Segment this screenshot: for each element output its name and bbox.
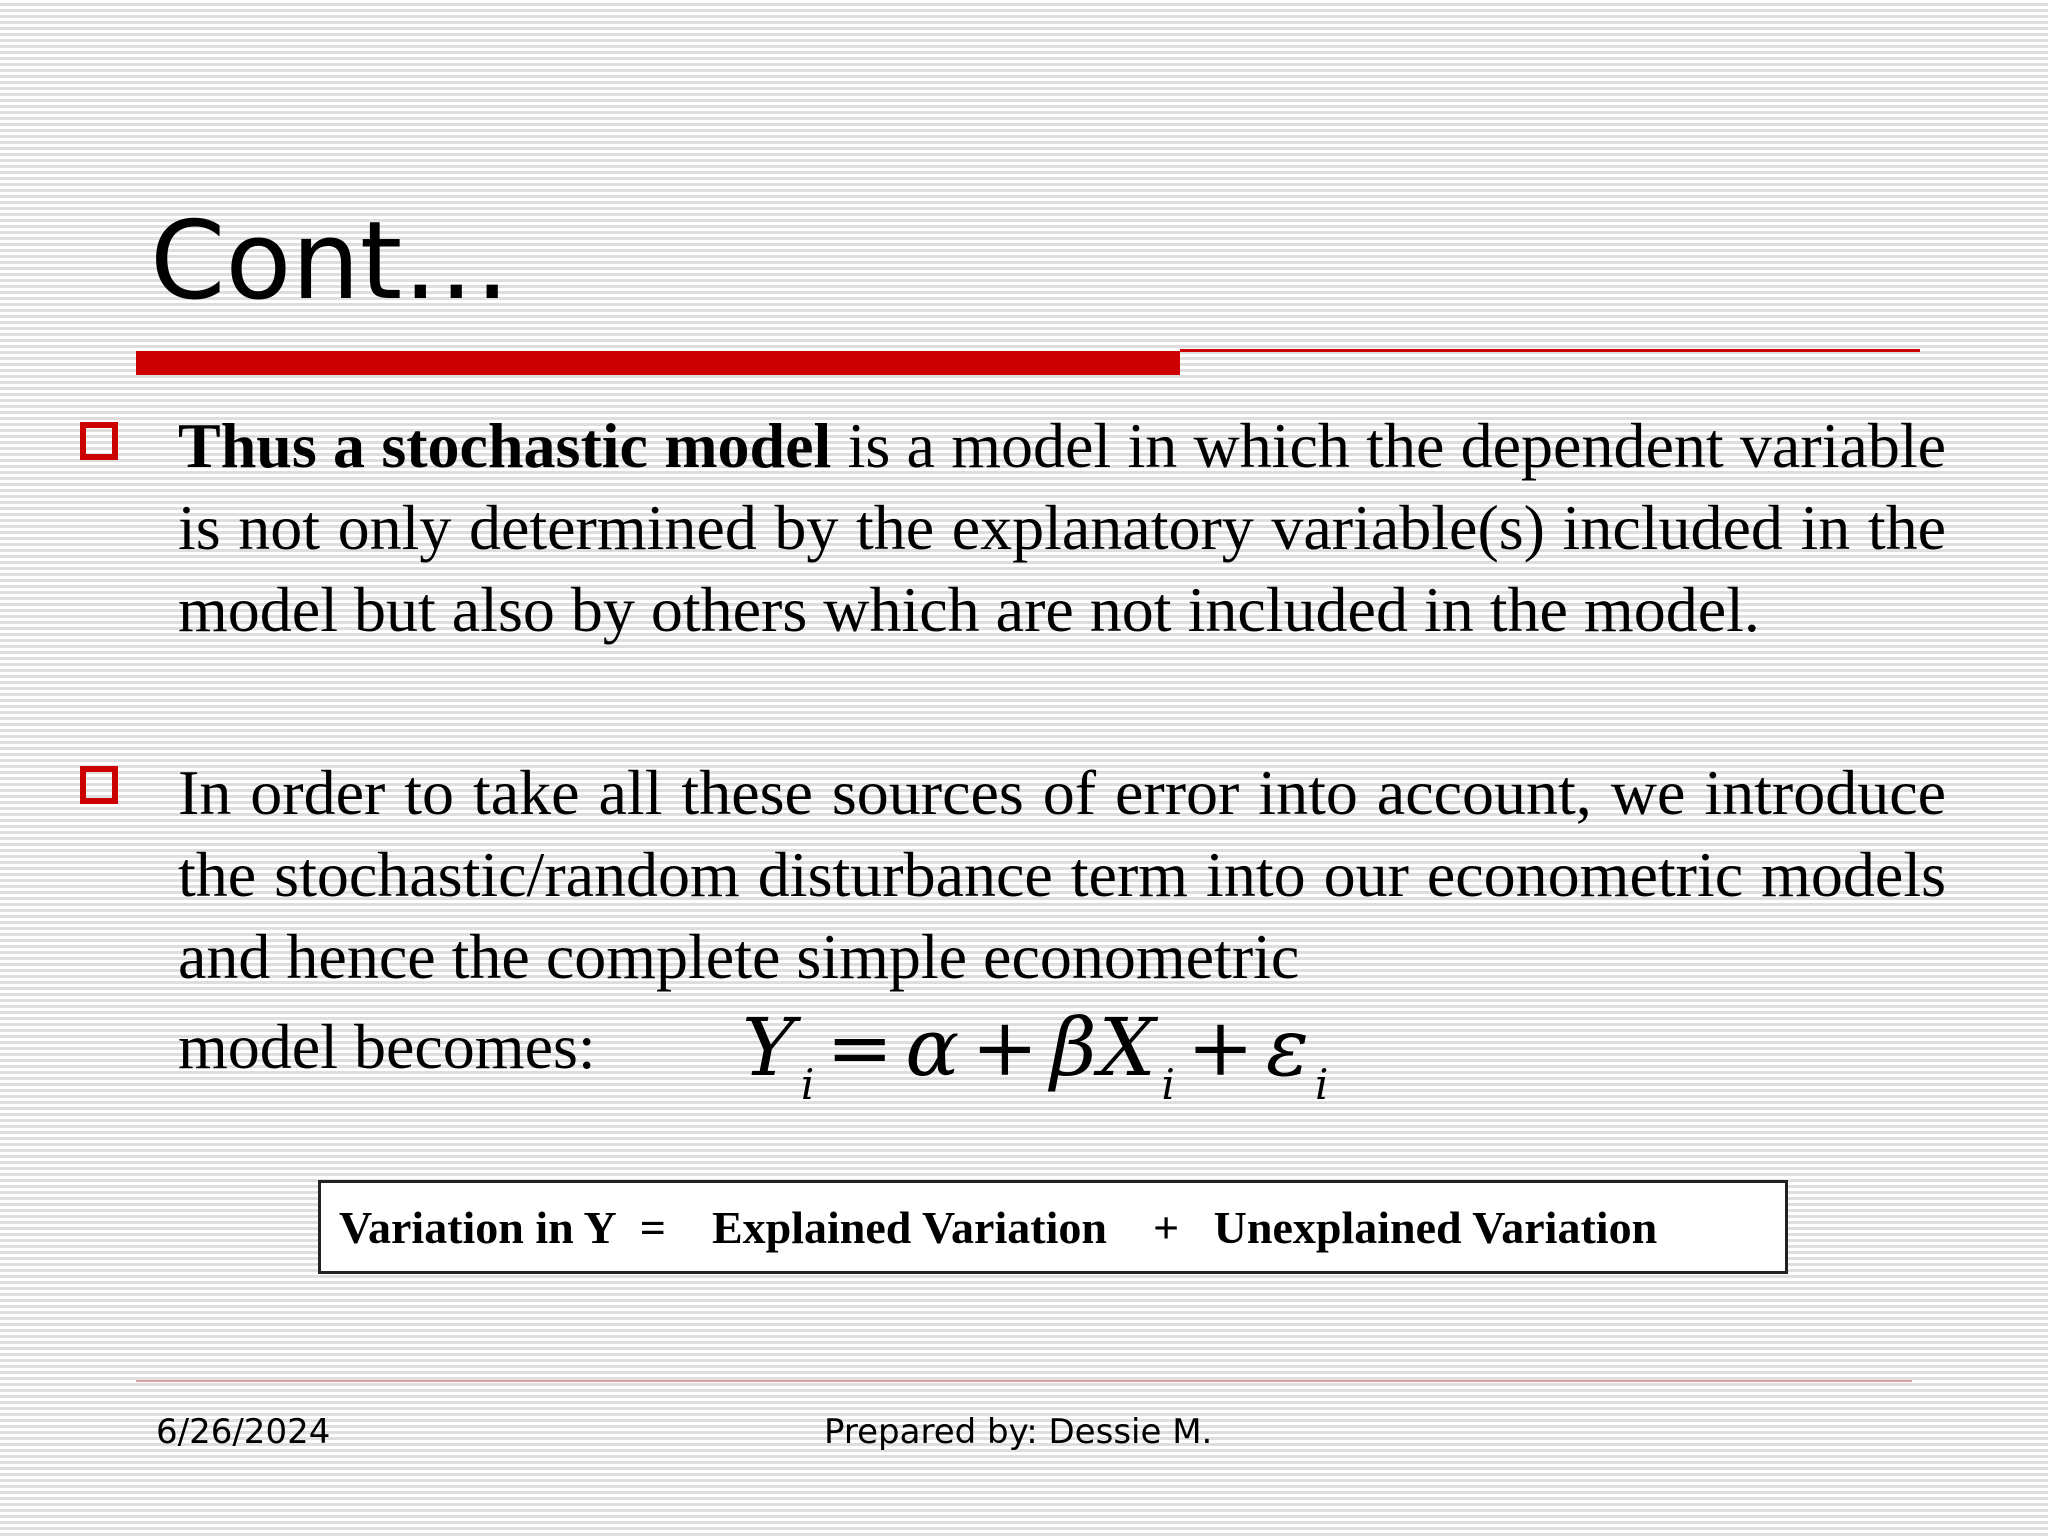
variation-box bbox=[318, 1180, 1788, 1274]
variation-lhs: Variation in Y bbox=[339, 1201, 617, 1253]
eq-beta-x: βX bbox=[1050, 1001, 1158, 1094]
eq-epsilon: ε bbox=[1266, 1001, 1311, 1094]
footer-rule bbox=[136, 1380, 1912, 1382]
bullet-1-text: is a model in which the dependent variable is not only determined by the explanatory variable(s) included in the model but also by others which are not included in the model. bbox=[178, 410, 1947, 645]
eq-y: Y bbox=[742, 1001, 797, 1094]
title-rule-thin bbox=[1180, 349, 1920, 352]
variation-explained: Explained Variation bbox=[711, 1201, 1107, 1253]
eq-sub-y: i bbox=[800, 1060, 817, 1109]
regression-equation bbox=[742, 1000, 1330, 1133]
bullet-2-last-line: model becomes: bbox=[178, 1011, 596, 1082]
variation-plus: + bbox=[1152, 1201, 1180, 1253]
bullet-paragraph-1 bbox=[178, 405, 1946, 651]
spacer bbox=[1179, 1201, 1214, 1254]
eq-equals: = bbox=[826, 1001, 896, 1094]
spacer bbox=[666, 1201, 712, 1254]
bullet-2-text: In order to take all these sources of error into account, we introduce the stochastic/random disturbance term into our econometric models and hence the complete simple econometric bbox=[178, 757, 1946, 992]
equation-line bbox=[178, 1001, 1378, 1109]
variation-equals: = bbox=[639, 1201, 666, 1253]
bullet-paragraph-2 bbox=[178, 752, 1946, 998]
spacer bbox=[1107, 1201, 1153, 1254]
eq-plus-1: + bbox=[971, 1001, 1041, 1094]
eq-sub-e: i bbox=[1314, 1060, 1331, 1109]
slide-title: Cont… bbox=[150, 199, 511, 324]
bullet-1-bold-lead: Thus a stochastic model bbox=[178, 410, 832, 481]
variation-unexplained: Unexplained Variation bbox=[1213, 1201, 1658, 1253]
eq-plus-2: + bbox=[1186, 1001, 1257, 1094]
spacer bbox=[617, 1201, 640, 1254]
hollow-square-bullet-icon bbox=[80, 422, 118, 460]
hollow-square-bullet-icon bbox=[80, 766, 118, 804]
footer-date: 6/26/2024 bbox=[156, 1412, 331, 1452]
eq-sub-x: i bbox=[1161, 1060, 1177, 1109]
eq-alpha: α bbox=[905, 1001, 962, 1094]
title-rule-thick bbox=[136, 351, 1180, 375]
footer-author: Prepared by: Dessie M. bbox=[824, 1412, 1213, 1452]
